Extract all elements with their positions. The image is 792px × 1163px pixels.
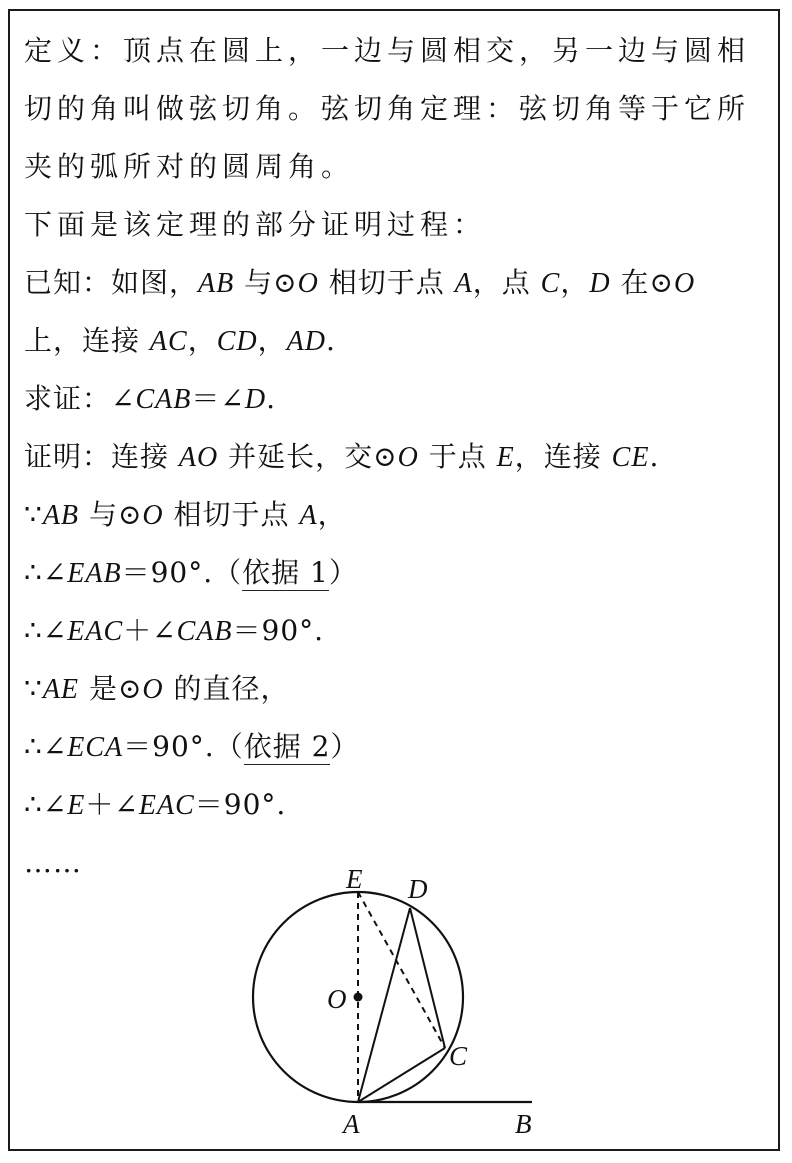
- label-b: B: [515, 1109, 532, 1139]
- step3-value: ＝90°.: [232, 614, 325, 647]
- given2-comma-2: ，: [257, 324, 287, 357]
- step1-circle-o: O: [142, 500, 164, 531]
- step1-comma: ，: [317, 498, 347, 531]
- segment-dc: [410, 908, 445, 1048]
- step4-text-a: 是⊙: [79, 672, 143, 705]
- prove-angle-cab: CAB: [135, 384, 192, 415]
- step4-segment-ae: AE: [42, 674, 80, 705]
- prove-period: .: [266, 382, 276, 415]
- prove-equals: ＝∠: [191, 382, 245, 415]
- given-point-c: C: [540, 268, 561, 299]
- definition-line-3: [24, 138, 776, 196]
- intro-line: [24, 196, 776, 254]
- step-4: [24, 660, 776, 718]
- therefore-symbol-3: ∴∠: [24, 730, 68, 763]
- given-text-c: ，点: [472, 266, 541, 299]
- given-text-b: 相切于点: [318, 266, 455, 299]
- geometry-svg: [240, 858, 560, 1148]
- step3-plus: ＋∠: [123, 614, 177, 647]
- step-3: [24, 602, 776, 660]
- prove-prefix: 求证：∠: [24, 382, 136, 415]
- step6-value: ＝90°.: [194, 788, 287, 821]
- proof-point-e: E: [496, 442, 515, 473]
- given2-prefix: 上，连接: [24, 324, 150, 357]
- definition-text-3: 夹的弧所对的圆周角。: [24, 150, 355, 183]
- intro-text: 下面是该定理的部分证明过程：: [24, 208, 487, 241]
- because-symbol: ∵: [24, 498, 43, 531]
- proof-segment-ce: CE: [611, 442, 650, 473]
- step1-text-b: 相切于点: [163, 498, 300, 531]
- definition-text-1: 定义：顶点在圆上，一边与圆相交，另一边与圆相: [24, 34, 751, 67]
- step-6: [24, 776, 776, 834]
- given2-segment-cd: CD: [216, 326, 258, 357]
- label-o: O: [327, 984, 347, 1014]
- definition-line-1: [24, 22, 776, 80]
- segment-ad: [358, 908, 410, 1102]
- prove-angle-d: D: [244, 384, 267, 415]
- given-line-1: [24, 254, 776, 312]
- given-comma: ，: [560, 266, 590, 299]
- therefore-symbol: ∴∠: [24, 556, 68, 589]
- proof-text-c: ，连接: [514, 440, 612, 473]
- step5-close-paren: ）: [330, 730, 360, 763]
- definition-text-2: 切的角叫做弦切角。弦切角定理：弦切角等于它所: [24, 92, 751, 125]
- given-circle-o: O: [297, 268, 319, 299]
- given2-period: .: [325, 324, 336, 357]
- label-d: D: [408, 874, 428, 904]
- therefore-symbol-4: ∴∠: [24, 788, 68, 821]
- basis-2-blank: 依据 2: [243, 730, 331, 763]
- center-point-o: [354, 993, 363, 1002]
- step2-close-paren: ）: [328, 556, 358, 589]
- prove-line: [24, 370, 776, 428]
- step6-plus: ＋∠: [85, 788, 139, 821]
- basis-1-blank: 依据 1: [242, 556, 329, 589]
- because-symbol-2: ∵: [24, 672, 43, 705]
- therefore-symbol-2: ∴∠: [24, 614, 68, 647]
- given-prefix: 已知：如图，: [24, 266, 199, 299]
- given2-segment-ac: AC: [149, 326, 188, 357]
- given-line-2: [24, 312, 776, 370]
- definition-line-2: [24, 80, 776, 138]
- step4-text-b: 的直径，: [163, 672, 290, 705]
- step-1: [24, 486, 776, 544]
- problem-text: [24, 22, 776, 892]
- step2-angle-eab: EAB: [67, 558, 122, 589]
- given-segment-ab: AB: [198, 268, 235, 299]
- proof-text-b: 于点: [418, 440, 497, 473]
- proof-circle-o: O: [397, 442, 419, 473]
- step1-text-a: 与⊙: [79, 498, 143, 531]
- step6-angle-e: E: [67, 790, 86, 821]
- given-point-d: D: [589, 268, 611, 299]
- step3-angle-cab: CAB: [176, 616, 233, 647]
- geometry-figure: [240, 858, 560, 1148]
- step5-angle-eca: ECA: [67, 732, 124, 763]
- segment-ec: [358, 892, 445, 1048]
- proof-segment-ao: AO: [178, 442, 219, 473]
- step3-angle-eac: EAC: [67, 616, 124, 647]
- label-c: C: [449, 1041, 468, 1071]
- step-5: [24, 718, 776, 776]
- step6-angle-eac: EAC: [138, 790, 195, 821]
- ellipsis: ……: [24, 846, 82, 879]
- proof-period: .: [649, 440, 660, 473]
- step4-circle-o: O: [142, 674, 164, 705]
- step1-point-a: A: [299, 500, 318, 531]
- step5-value: ＝90°.（: [123, 730, 244, 763]
- label-a: A: [343, 1109, 360, 1139]
- step1-segment-ab: AB: [42, 500, 80, 531]
- proof-text-a: 并延长，交⊙: [218, 440, 398, 473]
- given2-comma-1: ，: [187, 324, 217, 357]
- step2-value: ＝90°.（: [121, 556, 243, 589]
- proof-line: [24, 428, 776, 486]
- proof-prefix: 证明：连接: [24, 440, 179, 473]
- given2-segment-ad: AD: [286, 326, 326, 357]
- given-text-a: 与⊙: [234, 266, 298, 299]
- given-circle-o-2: O: [673, 268, 696, 299]
- step-2: [24, 544, 776, 602]
- given-point-a: A: [454, 268, 473, 299]
- label-e: E: [346, 864, 363, 894]
- given-text-d: 在⊙: [610, 266, 674, 299]
